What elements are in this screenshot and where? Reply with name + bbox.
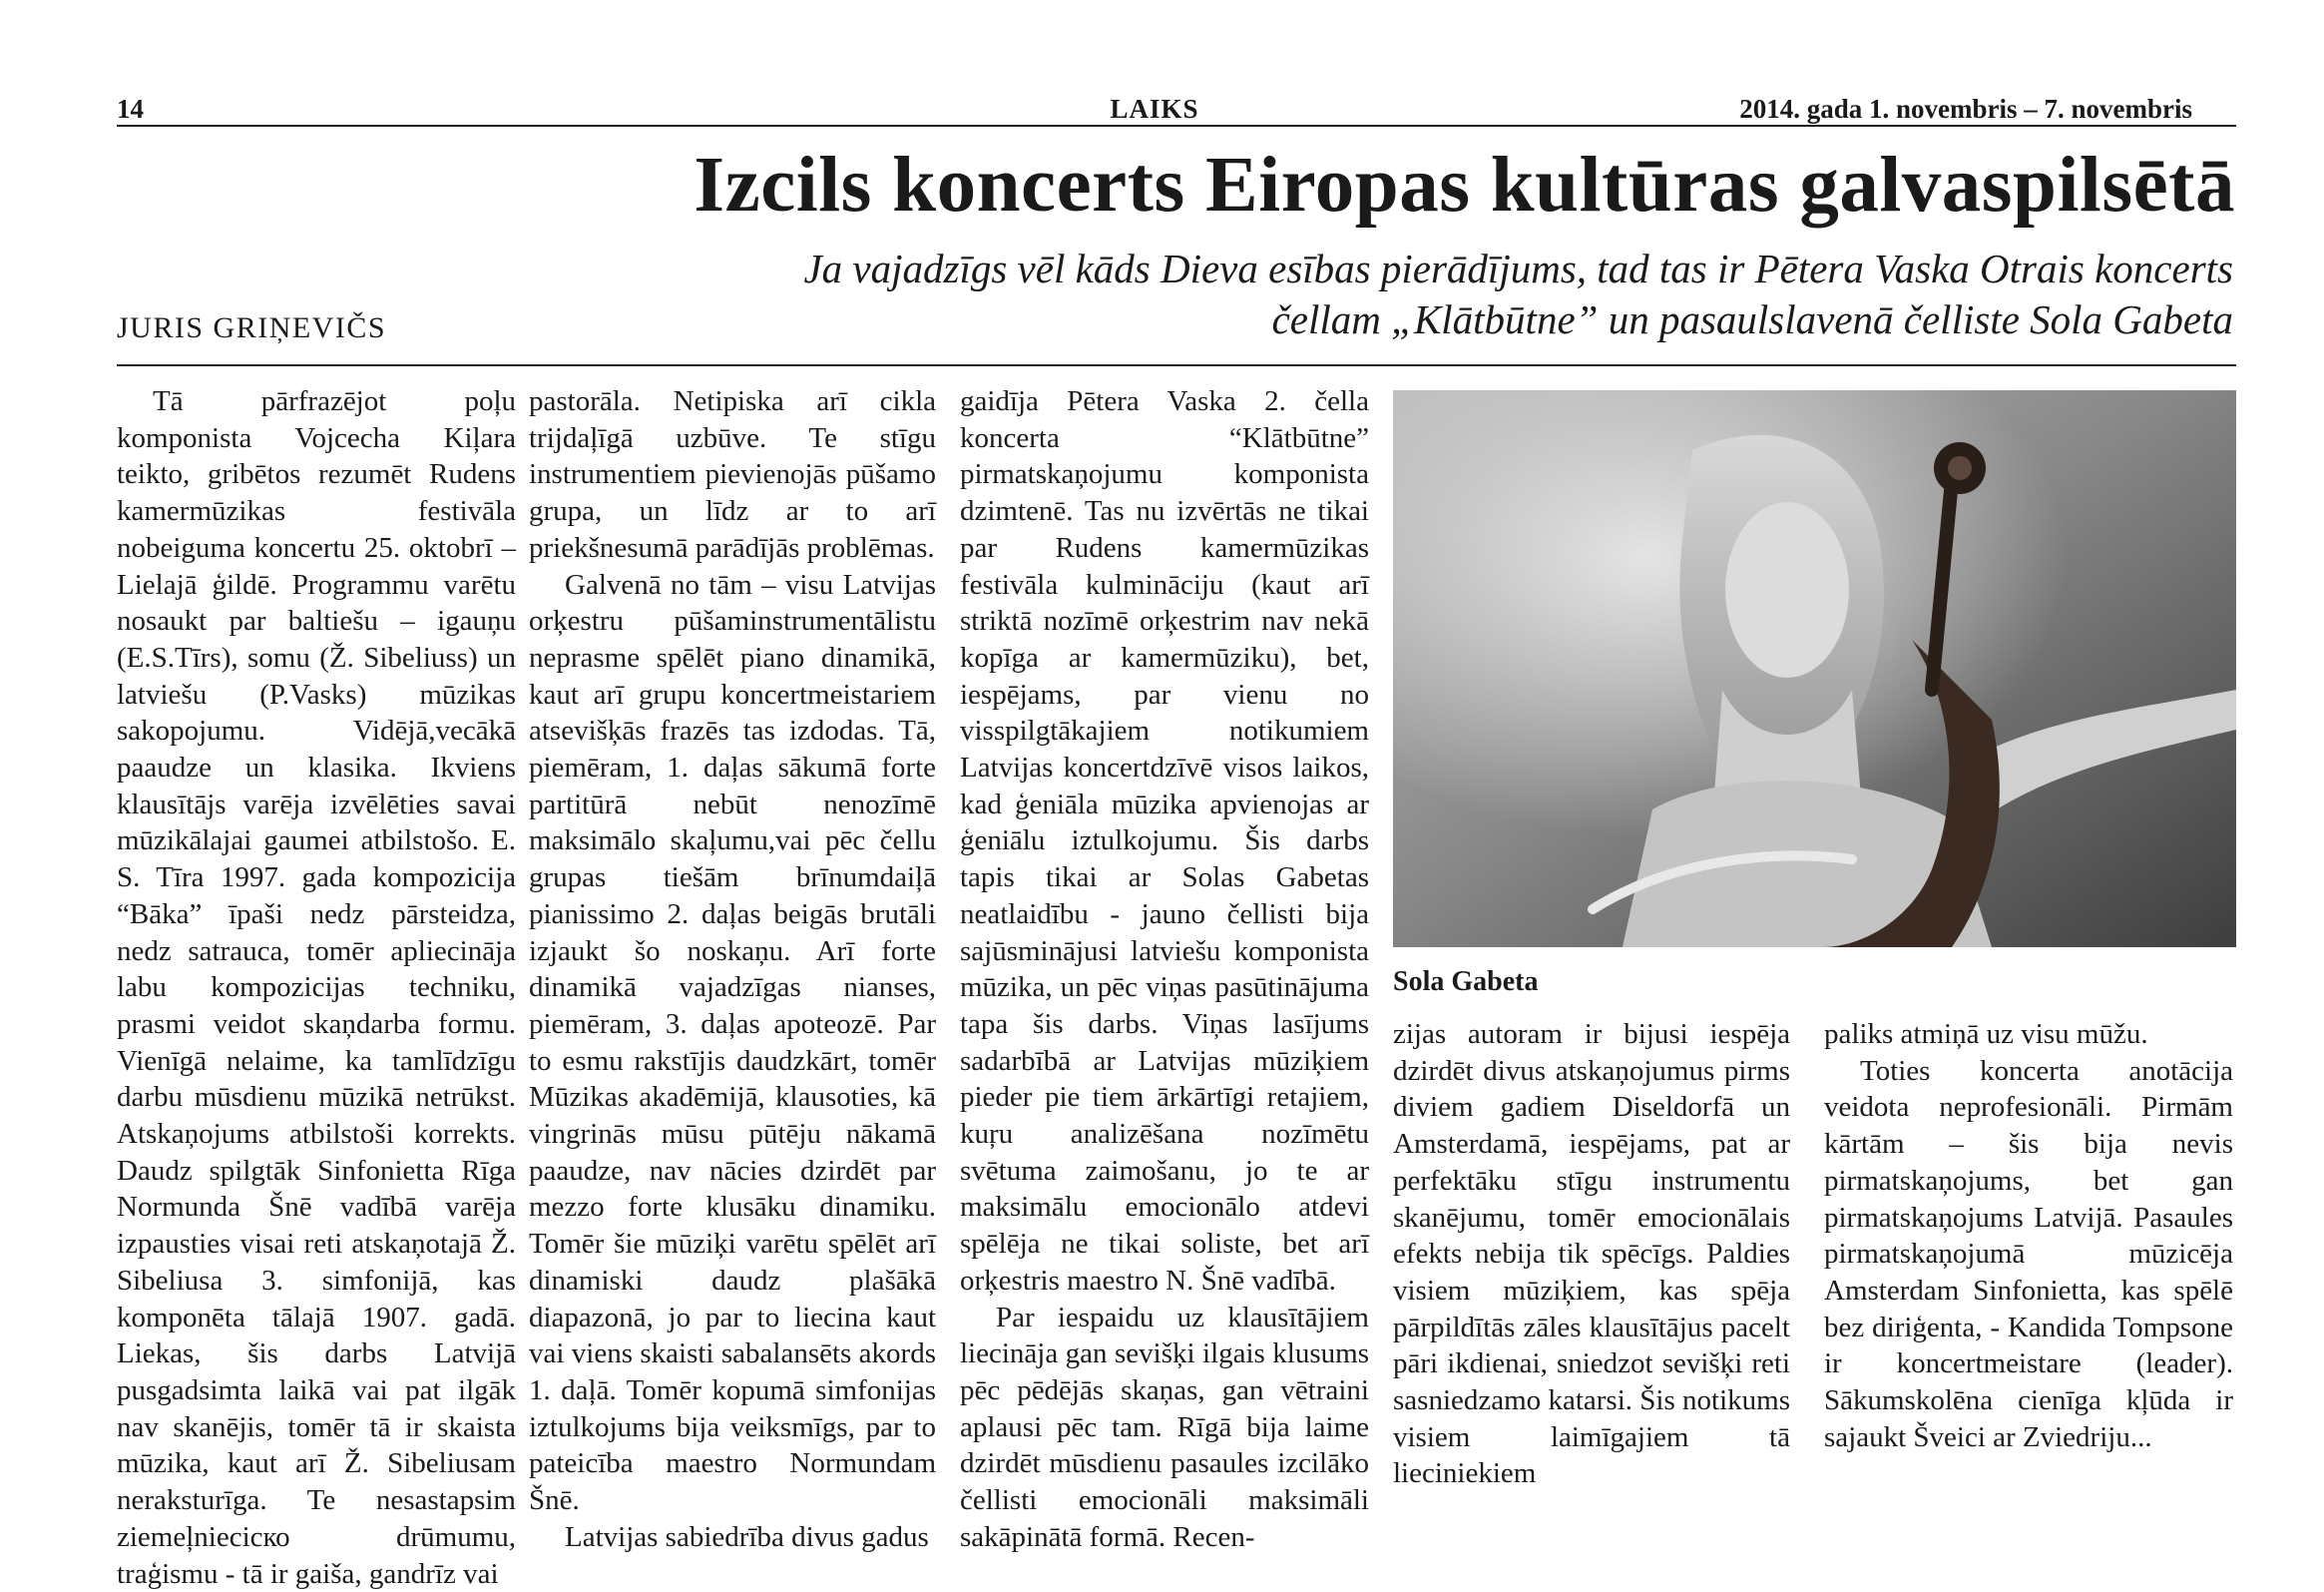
paper-name: LAIKS	[1110, 94, 1199, 124]
subhead-line-1: Ja vajadzīgs vēl kāds Dieva esības pierādījums, tad tas ir Pētera Vaska Otrais koncerts	[803, 246, 2233, 291]
text-column-5	[1824, 1016, 2233, 1455]
text-column-4	[1393, 1016, 1790, 1492]
paragraph: Toties koncerta anotācija veidota neprofesionāli. Pirmām kārtām – šis bija nevis pirmatskaņojums, bet gan pirmatskaņojums Latvijā. Pasaules pirmatskaņojumā mūzicēja Amsterdam Sinfonietta, kas spēlē bez diriģenta, - Kandida Tompsone ir koncertmeistare (leader). Sākumskolēna cienīga kļūda ir sajaukt Šveici ar Zviedriju...	[1824, 1054, 2233, 1453]
photo-caption: Sola Gabeta	[1393, 966, 1539, 997]
issue-date: 2014. gada 1. novembris – 7. novembris	[1739, 94, 2192, 124]
paragraph: Tā pārfrazējot poļu komponista Vojcecha Kiļara teikto, gribētos rezumēt Rudens kamermūzikas festivāla nobeiguma koncertu 25. oktobrī – Lielajā ģildē. Programmu varētu nosaukt par baltiešu – igauņu (E.S.Tīrs), somu (Ž. Sibeliuss) un latviešu (P.Vasks) mūzikas sakopojumu. Vidējā,vecākā paaudze un klasika. Ikviens klausītājs varēja izvēlēties savai mūzikālajai gaumei atbilstošo. E. S. Tīra 1997. gada kompozicija “Bāka” īpaši nedz pārsteidza, nedz satrauca, tomēr apliecināja labu kompozicijas techniku, prasmi veidot skaņdarba formu. Vienīgā nelaime, ka tamlīdzīgu darbu mūsdienu mūzikā netrūkst. Atskaņojums atbilstoši korrekts. Daudz spilgtāk Sinfonietta Rīga Normunda Šnē vadībā varēja izpausties visai reti atskaņotajā Ž. Sibeliusa 3. simfonijā, kas komponēta tālajā 1907. gadā. Liekas, šis darbs Latvijā pusgadsimta laikā vai pat ilgāk nav skanējis, tomēr tā ir skaista mūzika, kaut arī Ž. Sibeliusam neraksturīga. Te nesastapsim ziemeļnieciско drūmumu, traģismu - tā ir gaiša, gandrīz vai	[117, 385, 516, 1590]
cellist-photo-illustration	[1393, 390, 2236, 947]
paragraph: gaidīja Pētera Vaska 2. čella koncerta “Klātbūtne” pirmatskaņojumu komponista dzimtenē. Tas nu izvērtās ne tikai par Rudens kamermūzikas festivāla kulmināciju (kaut arī striktā nozīmē orķestrim nav nekā kopīga ar kamermūziku), bet, iespējams, par vienu no visspilgtākajiem notikumiem Latvijas koncertdzīvē visos laikos, kad ģeniāla mūzika apvienojas ar ģeniālu iztulkojumu. Šis darbs tapis tikai ar Solas Gabetas neatlaidību - jauno čellisti bija sajūsminājusi latviešu komponista mūzika, un pēc viņas pasūtinājuma tapa šis darbs. Viņas lasījums sadarbībā ar Latvijas mūziķiem pieder pie tiem ārkārtīgi retajiem, kuŗu analizēšana nozīmētu svētuma zaimošanu, jo te ar maksimālu emocionālo atdevi spēlēja ne tikai soliste, bet arī orķestris maestro N. Šnē vadībā.	[960, 385, 1369, 1297]
paragraph: paliks atmiņā uz visu mūžu.	[1824, 1018, 2148, 1050]
page-number: 14	[117, 94, 144, 124]
article-subhead	[639, 244, 2233, 345]
subhead-line-2: čellam „Klātbūtne” un pasaulslavenā čelliste Sola Gabeta	[1271, 295, 2233, 342]
byline: JURIS GRIŅEVIČS	[117, 311, 387, 344]
text-column-3	[960, 383, 1369, 1556]
paragraph: Par iespaidu uz klausītājiem liecināja gan sevišķi ilgais klusums pēc pēdējās skaņas, gan vētraini aplausi pēc tam. Rīgā bija laime dzirdēt mūsdienu pasaules izcilāko čellisti emocionāli maksimāli sakāpinātā formā. Recen-	[960, 1301, 1369, 1553]
text-column-2	[529, 383, 936, 1556]
masthead	[117, 88, 2192, 130]
text-column-1	[117, 383, 516, 1592]
paragraph: zijas autoram ir bijusi iespēja dzirdēt divus atskaņojumus pirms diviem gadiem Diseldorfā un Amsterdamā, iespējams, pat ar perfektāku stīgu instrumentu skanējumu, tomēr emocionālais efekts nebija tik spēcīgs. Paldies visiem mūziķiem, kas spēja pārpildītās zāles klausītājus pacelt pāri ikdienai, sniedzot sevišķi reti sasniedzamo katarsi. Šis notikums visiem laimīgajiem tā lieciniekiem	[1393, 1018, 1790, 1490]
paragraph: pastorāla. Netipiska arī cikla trijdaļīgā uzbūve. Te stīgu instrumentiem pievienojās pūšamo grupa, un līdz ar to arī priekšnesumā parādījās problēmas.	[529, 385, 936, 564]
paragraph: Galvenā no tām – visu Latvijas orķestru pūšaminstrumentālistu neprasme spēlēt piano dinamikā, kaut arī grupu koncertmeistariem atsevišķās frazēs tas izdodas. Tā, piemēram, 1. daļas sākumā forte partitūrā nebūt nenozīmē maksimālo skaļumu,vai pēc čellu grupas tiešām brīnumdaiļā pianissimo 2. daļas beigās brutāli izjaukt šo noskaņu. Arī forte dinamikā vajadzīgas nianses, piemēram, 3. daļas apoteozē. Par to esmu rakstījis daudzkārt, tomēr Mūzikas akadēmijā, klausoties, kā vingrinās mūsu pūtēju nākamā paaudze, nav nācies dzirdēt par mezzo forte klusāku dinamiku. Tomēr šie mūziķi varētu spēlēt arī dinamiski daudz plašākā diapazonā, jo par to liecina kaut vai viens skaisti sabalansēts akords 1. daļā. Tomēr kopumā simfonijas iztulkojums bija veiksmīgs, par to pateicība maestro Normundam Šnē.	[529, 568, 936, 1517]
article-headline: Izcils koncerts Eiropas kultūras galvaspilsētā	[694, 142, 2235, 229]
top-divider	[117, 125, 2236, 127]
cellist-photo	[1393, 390, 2236, 947]
header-divider	[117, 364, 2236, 366]
paragraph: Latvijas sabiedrība divus gadus	[565, 1520, 929, 1553]
